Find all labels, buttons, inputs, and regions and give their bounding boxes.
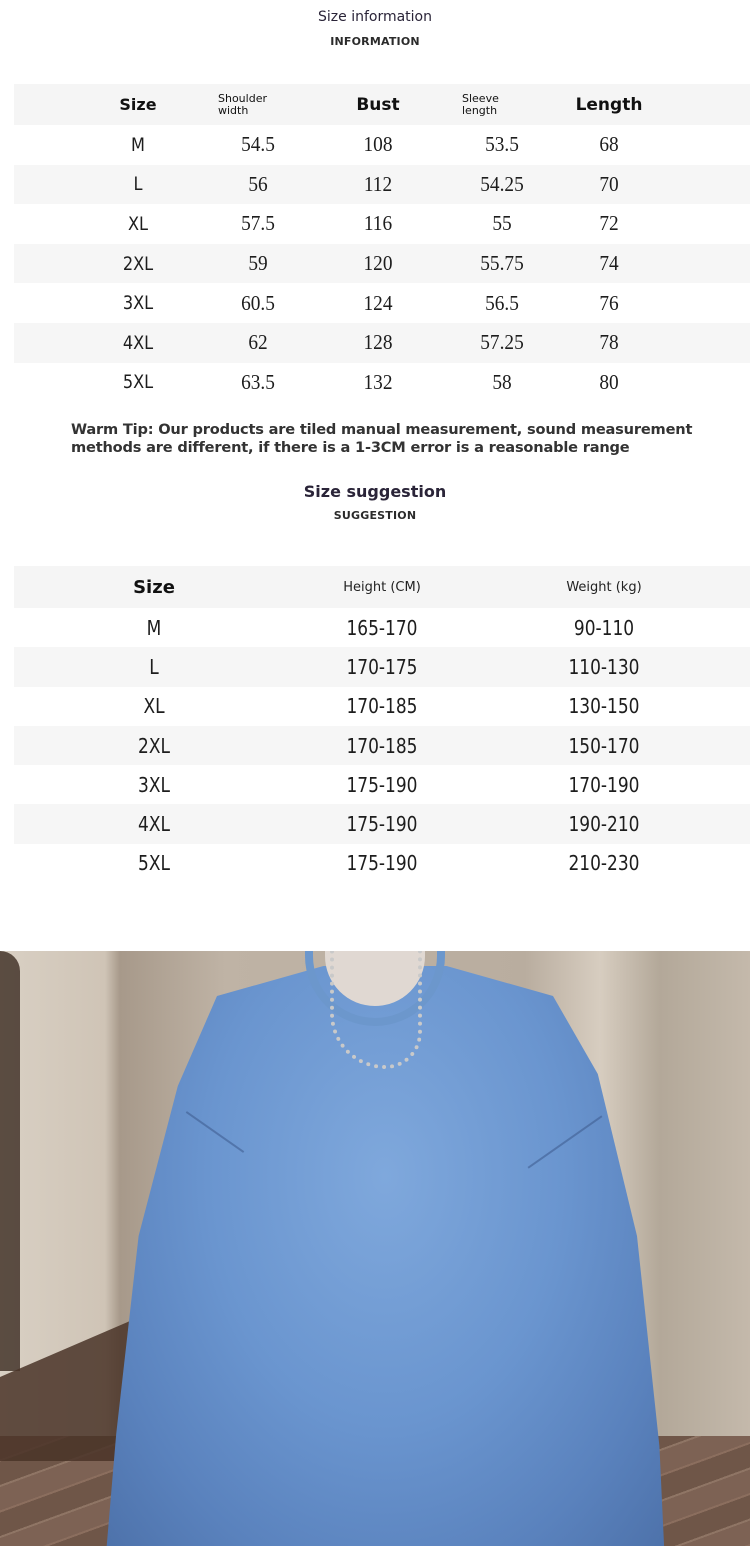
doorway-shadow (0, 951, 20, 1371)
table-row (14, 765, 750, 804)
header-shoulder-line1: Shoulder (218, 91, 267, 105)
header-size: Size (133, 576, 175, 598)
table-row (14, 687, 750, 726)
header-sleeve-line1: Sleeve (462, 91, 499, 105)
cell-size: 4XL (122, 331, 154, 354)
size-suggestion-subtitle: SUGGESTION (333, 509, 417, 522)
cell-shoulder: 54.5 (241, 132, 275, 157)
cell-bust: 132 (363, 369, 393, 394)
header-shoulder-line2: width (218, 103, 249, 117)
table-row (14, 726, 750, 765)
cell-sleeve: 57.25 (480, 330, 524, 355)
cell-size: M (131, 133, 145, 156)
product-photo (0, 951, 750, 1546)
cell-size: 2XL (138, 733, 170, 758)
table-row (14, 283, 750, 323)
cell-size: 2XL (122, 252, 154, 275)
cell-sleeve: 54.25 (480, 171, 524, 196)
size-information-subtitle: INFORMATION (330, 35, 420, 48)
cell-size: 4XL (138, 812, 170, 837)
cell-bust: 124 (363, 290, 393, 315)
cell-height: 165-170 (346, 615, 418, 640)
cell-bust: 120 (363, 251, 393, 276)
table-header-row (14, 566, 750, 608)
cell-shoulder: 60.5 (241, 290, 275, 315)
warm-tip-text: Warm Tip: Our products are tiled manual measurement, sound measurement methods are different, if there is a 1-3CM error is a reasonable range (71, 421, 693, 456)
cell-bust: 128 (363, 330, 393, 355)
table-row (14, 204, 750, 244)
cell-length: 68 (599, 132, 619, 157)
cell-weight: 170-190 (568, 772, 640, 797)
cell-size: XL (127, 212, 149, 235)
cell-sleeve: 53.5 (485, 132, 519, 157)
cell-length: 70 (599, 171, 619, 196)
cell-weight: 130-150 (568, 694, 640, 719)
cell-weight: 190-210 (568, 812, 640, 837)
table-row (14, 125, 750, 165)
cell-sleeve: 58 (492, 369, 512, 394)
cell-size: 3XL (138, 772, 170, 797)
cell-shoulder: 57.5 (241, 211, 275, 236)
size-information-title: Size information (318, 9, 432, 25)
header-sleeve-length (462, 84, 542, 125)
cell-size: M (146, 615, 162, 640)
cell-height: 175-190 (346, 812, 418, 837)
cell-shoulder: 56 (248, 171, 268, 196)
size-suggestion-title: Size suggestion (303, 482, 447, 501)
cell-weight: 210-230 (568, 851, 640, 876)
table-row (14, 804, 750, 843)
table-row (14, 323, 750, 363)
cell-size: 5XL (122, 371, 154, 394)
header-shoulder-width (218, 84, 298, 125)
cell-shoulder: 63.5 (241, 369, 275, 394)
cell-bust: 116 (363, 211, 393, 236)
cell-height: 170-185 (346, 733, 418, 758)
table-row (14, 165, 750, 205)
table-row (14, 647, 750, 686)
cell-bust: 112 (363, 171, 393, 196)
cell-sleeve: 55.75 (480, 251, 524, 276)
header-sleeve-line2: length (462, 103, 498, 117)
cell-weight: 150-170 (568, 733, 640, 758)
cell-length: 72 (599, 211, 619, 236)
cell-height: 170-175 (346, 654, 418, 679)
cell-length: 74 (599, 251, 619, 276)
cell-shoulder: 62 (248, 330, 268, 355)
chain-necklace (330, 951, 422, 1069)
cell-size: 3XL (122, 292, 154, 315)
cell-height: 175-190 (346, 851, 418, 876)
header-length: Length (575, 94, 643, 115)
cell-height: 170-185 (346, 694, 418, 719)
cell-size: L (149, 654, 159, 679)
cell-sleeve: 56.5 (485, 290, 519, 315)
size-information-table (14, 84, 750, 402)
cell-sleeve: 55 (492, 211, 512, 236)
cell-weight: 90-110 (573, 615, 635, 640)
cell-shoulder: 59 (248, 251, 268, 276)
cell-length: 78 (599, 330, 619, 355)
cell-height: 175-190 (346, 772, 418, 797)
cell-size: L (133, 173, 143, 196)
size-suggestion-table (14, 566, 750, 883)
table-row (14, 844, 750, 883)
cell-bust: 108 (363, 132, 393, 157)
table-row (14, 244, 750, 284)
cell-length: 80 (599, 369, 619, 394)
header-weight: Weight (kg) (566, 579, 642, 595)
table-row (14, 363, 750, 403)
header-bust: Bust (356, 94, 400, 115)
cell-weight: 110-130 (568, 654, 640, 679)
cell-length: 76 (599, 290, 619, 315)
cell-size: XL (143, 694, 165, 719)
table-header-row (14, 84, 750, 125)
header-size: Size (119, 95, 157, 114)
header-height: Height (CM) (343, 579, 421, 595)
table-row (14, 608, 750, 647)
cell-size: 5XL (138, 851, 170, 876)
